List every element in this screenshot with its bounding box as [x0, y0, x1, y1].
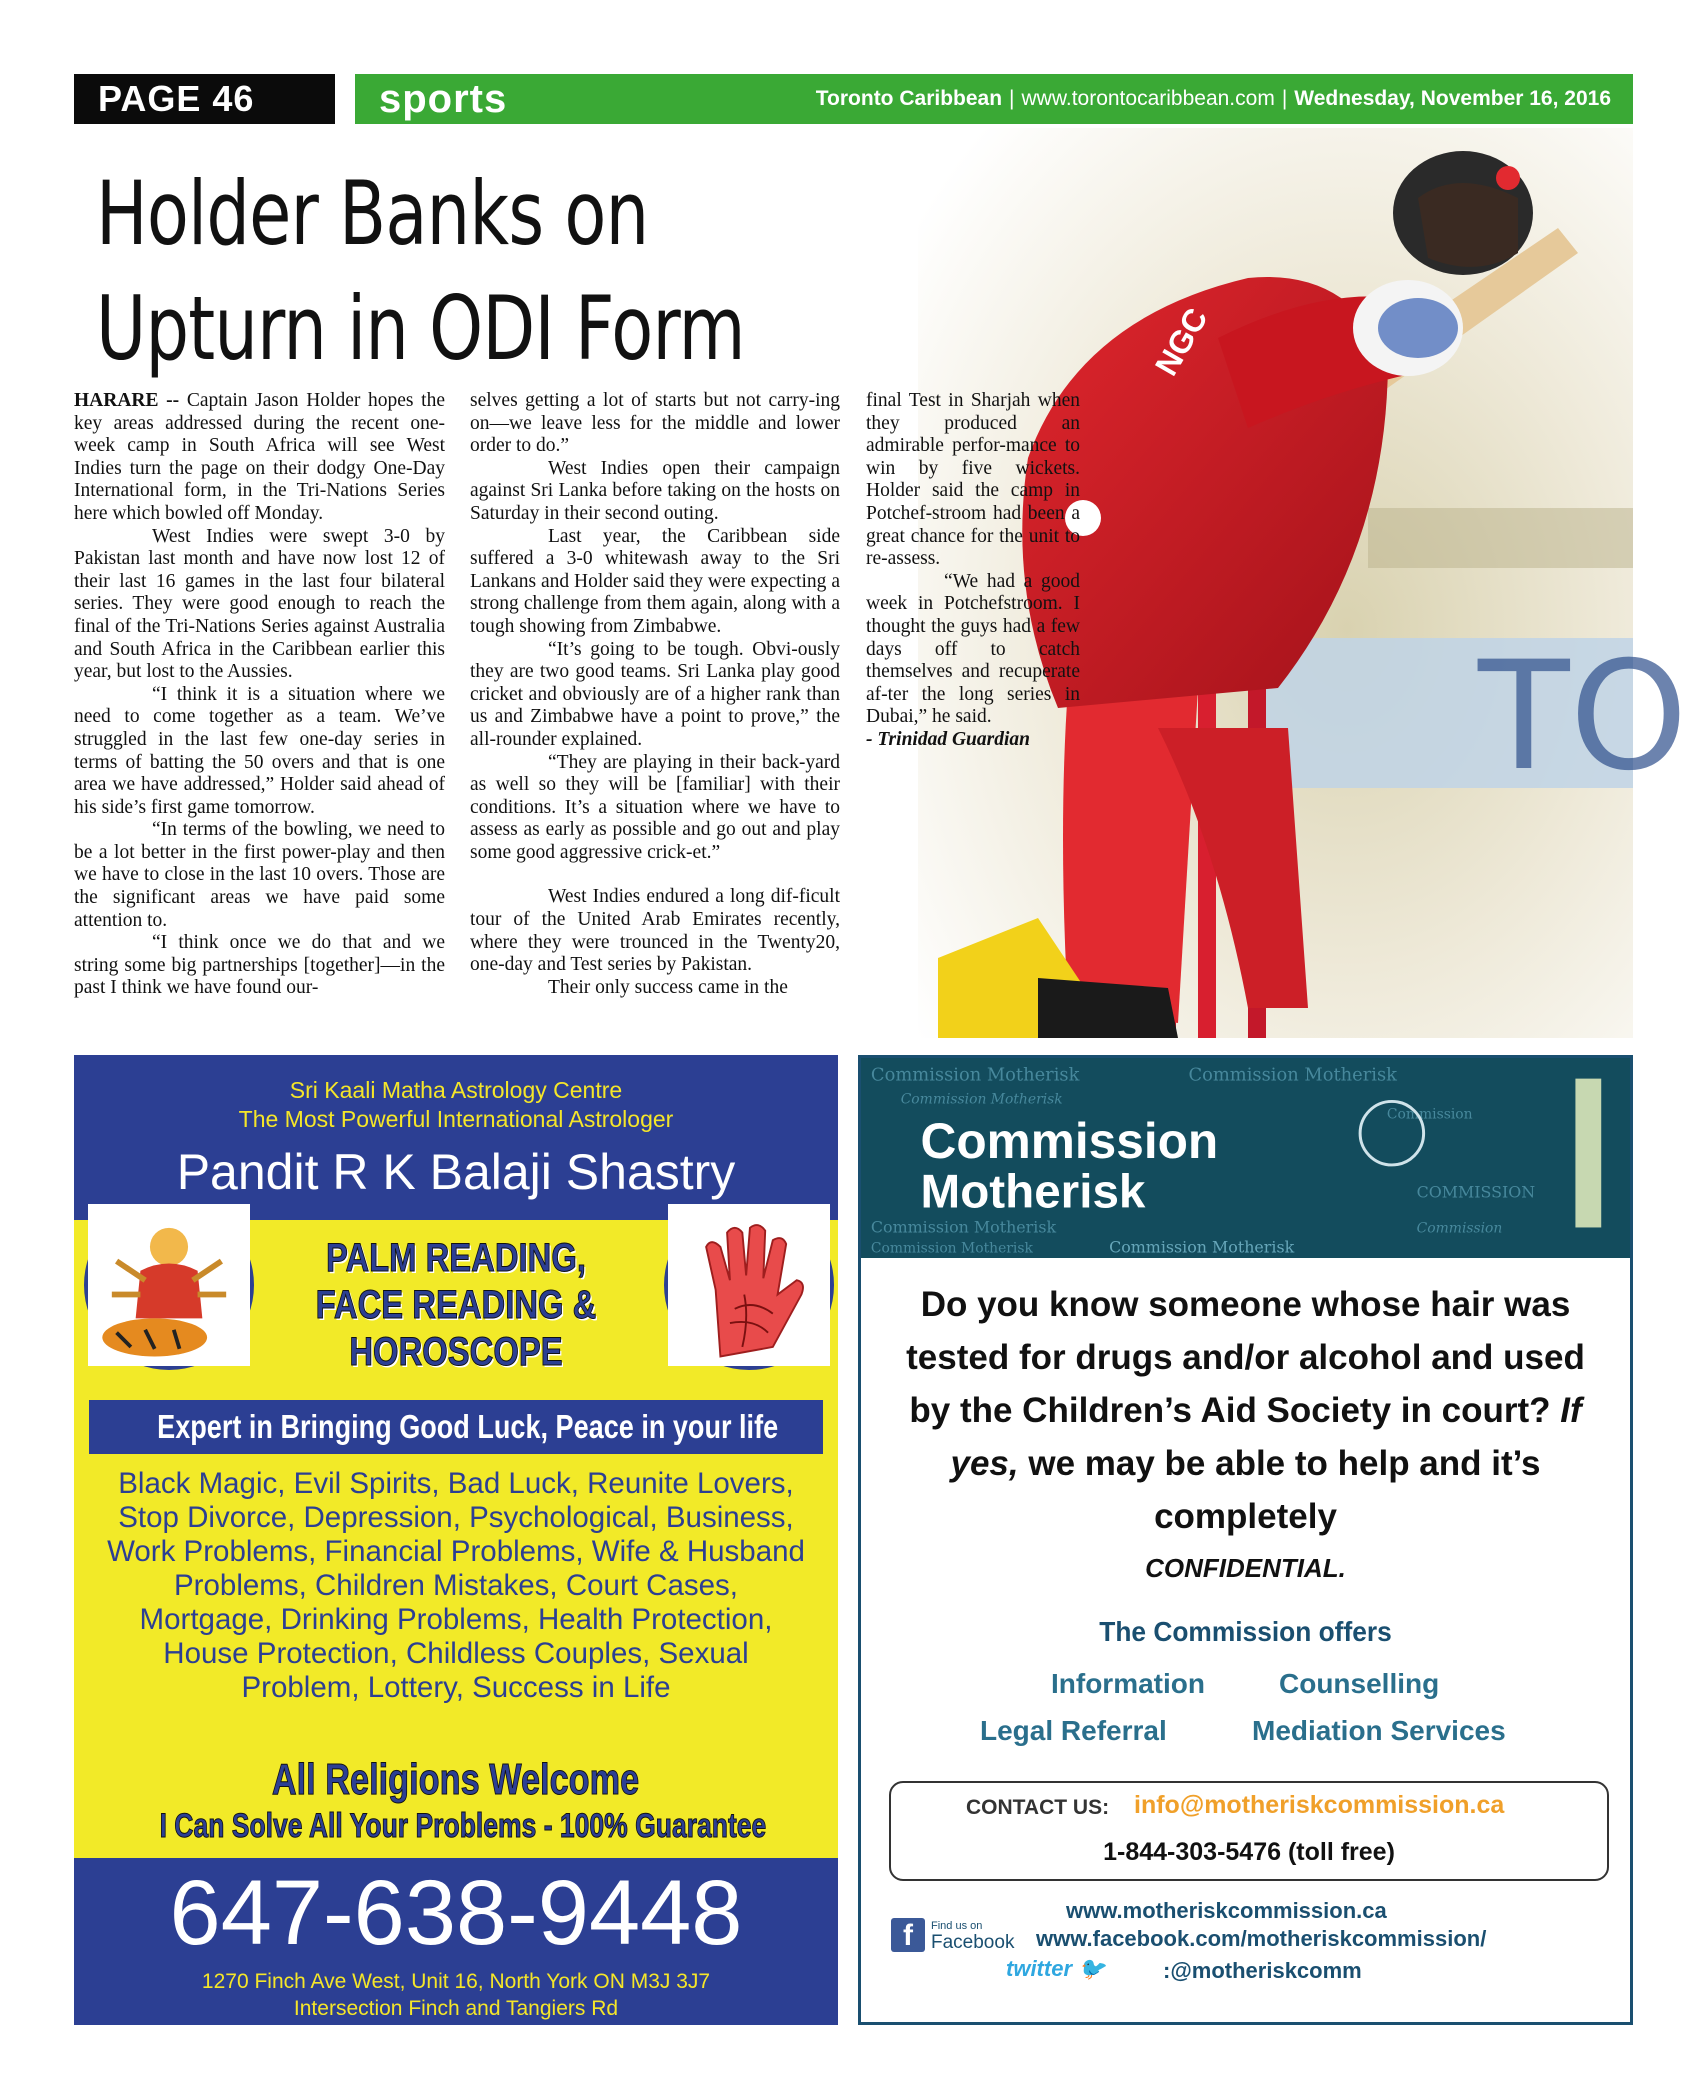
svg-text:Commission Motherisk: Commission Motherisk — [870, 1217, 1057, 1237]
service-information: Information — [1051, 1668, 1205, 1699]
section-bar — [355, 74, 1633, 124]
publication-website[interactable]: www.torontocaribbean.com — [1021, 87, 1275, 110]
palm-reading-image — [664, 1200, 834, 1370]
commission-word-cloud-banner — [861, 1058, 1630, 1258]
contact-box — [889, 1781, 1609, 1881]
page-number: PAGE 46 — [74, 74, 335, 124]
question-text-continued: we may be able to help and it’s completely — [1028, 1444, 1541, 1536]
headline-line: Holder Banks on — [96, 162, 649, 265]
svg-text:Commission: Commission — [1386, 1106, 1473, 1123]
astrology-centre-name: Sri Kaali Matha Astrology Centre — [289, 1077, 623, 1103]
article-paragraph: selves getting a lot of starts but not carry-ing on—we leave less for the middle and lower order to do.” — [470, 390, 840, 457]
question-emphasis: If yes, — [950, 1391, 1582, 1483]
logo-commission: Commission — [920, 1113, 1219, 1169]
masthead-separator: | — [1281, 87, 1288, 110]
twitter-handle-link[interactable]: :@motheriskcomm — [1163, 1958, 1362, 1983]
article-paragraph: “They are playing in their back-yard as well so they will be [familiar] with their conditions. It’s a situation where we have to assess as early as possible and go out and play some good aggressive crick-et.” — [470, 751, 840, 863]
masthead-separator: | — [1009, 87, 1015, 110]
article-paragraph: “It’s going to be tough. Obvi-ously they are two good teams. Sri Lanka play good cricket and obviously are of a higher rank than us and Zimbabwe have a point to prove,” the all-rounder explained. — [470, 638, 840, 750]
astrology-advertisement[interactable] — [74, 1055, 838, 2025]
confidential-label: CONFIDENTIAL. — [1145, 1553, 1346, 1583]
astrology-address: 1270 Finch Ave West, Unit 16, North York ON M3J 3J7 — [201, 1970, 711, 1993]
article-credit: - Trinidad Guardian — [866, 728, 1030, 750]
service-legal-referral: Legal Referral — [980, 1715, 1167, 1746]
issue-date: Wednesday, November 16, 2016 — [1294, 87, 1611, 110]
section-name: sports — [379, 77, 508, 121]
article-paragraph: “I think it is a situation where we need to come together as a team. We’ve struggled in the last few one-day series in terms of batting the 50 overs and that is one area we have addressed,” Holder said ahead of his side’s first game tomorrow. — [74, 683, 445, 818]
article-paragraph: Last year, the Caribbean side suffered a 3-0 whitewash away to the Sri Lankans and Holder said they were expecting a strong challenge from them again, along with a tough showing from Zimbabwe. — [470, 525, 840, 637]
commission-website-link[interactable]: www.motheriskcommission.ca — [1066, 1898, 1387, 1923]
commission-question — [891, 1278, 1600, 1543]
svg-text:TO: TO — [1478, 630, 1688, 804]
article-paragraph: “I think once we do that and we string some big partnerships [together]—in the past I think we have found our- — [74, 932, 445, 999]
svg-text:Commission Motherisk: Commission Motherisk — [1188, 1064, 1397, 1086]
svg-text:Commission Motherisk: Commission Motherisk — [1109, 1237, 1295, 1257]
article-paragraph: Their only success came in the — [548, 976, 788, 998]
goddess-icon — [88, 1204, 250, 1366]
contact-phone[interactable]: 1-844-303-5476 (toll free) — [1103, 1838, 1395, 1866]
article-paragraph: West Indies were swept 3-0 by Pakistan last month and have now lost 12 of their last 16 games in the last four bilateral series. They were good enough to reach the final of the Tri-Nations Series against Australia and South Africa in the Caribbean earlier this year, but lost to the Aussies. — [74, 525, 445, 683]
guarantee-text: I Can Solve All Your Problems - 100% Guarantee — [159, 1807, 767, 1845]
astrology-services — [290, 1235, 621, 1376]
goddess-tiger-image — [84, 1200, 254, 1370]
service-line: PALM READING, — [326, 1236, 586, 1280]
svg-text:Commission: Commission — [1416, 1220, 1503, 1237]
svg-text:NGC: NGC — [1147, 301, 1215, 382]
article-paragraph — [74, 390, 445, 526]
expert-band — [89, 1400, 823, 1454]
headline-line: Upturn in ODI Form — [96, 277, 745, 380]
twitter-icon: twitter 🐦 — [1006, 1956, 1106, 1981]
guarantee-line — [74, 1807, 838, 1846]
svg-text:Commission Motherisk: Commission Motherisk — [870, 1064, 1080, 1086]
service-line: HOROSCOPE — [349, 1330, 563, 1374]
service-counselling: Counselling — [1279, 1668, 1440, 1699]
astrologer-name: Pandit R K Balaji Shastry — [176, 1144, 736, 1200]
facebook-label: Facebook — [931, 1932, 1015, 1953]
twitter-wordmark: twitter — [1006, 1956, 1072, 1981]
expert-band-text: Expert in Bringing Good Luck, Peace in your life — [157, 1408, 779, 1445]
astrology-tagline: The Most Powerful International Astrologer — [238, 1106, 674, 1132]
article-paragraph: “We had a good week in Potchefstroom. I thought the guys had a few days off to catch themselves and recuperate af-ter the long series in Dubai,” he said. — [866, 570, 1080, 728]
palm-hand-icon — [668, 1204, 830, 1366]
offers-title: The Commission offers — [1099, 1616, 1392, 1647]
logo-motherisk: Motherisk — [920, 1165, 1146, 1219]
article-paragraph: West Indies endured a long dif-ficult tour of the United Arab Emirates recently, where they were trounced in the Twenty20, one-day and Test series by Pakistan. — [470, 886, 840, 976]
service-mediation: Mediation Services — [1252, 1715, 1506, 1746]
commission-logo — [861, 1058, 1630, 1258]
paragraph-text: Captain Jason Holder hopes the key areas addressed during the recent one-week camp in South Africa will see West Indies turn the page on their dodgy One-Day International form, in the Tri-Nations Series here which bowled off Monday. — [74, 390, 446, 524]
facebook-icon: f — [891, 1918, 925, 1952]
service-line: FACE READING & — [315, 1283, 597, 1327]
svg-text:Commission Motherisk: Commission Motherisk — [870, 1240, 1033, 1257]
religions-welcome — [74, 1755, 838, 1805]
commission-advertisement[interactable] — [858, 1055, 1633, 2025]
astrology-phone-number[interactable]: 647-638-9448 — [169, 1862, 743, 1964]
dateline: HARARE -- — [74, 390, 180, 411]
article-column-3 — [866, 390, 1080, 752]
question-text: Do you know someone whose hair was tested for drugs and/or alcohol and used by the Children’s Aid Society in court? — [906, 1285, 1585, 1430]
facebook-page-link[interactable]: www.facebook.com/motheriskcommission/ — [1036, 1926, 1487, 1951]
article-headline — [96, 156, 745, 386]
article-paragraph: final Test in Sharjah when they produced an admirable perfor-mance to win by five wickets. Holder said the camp in Potchef-stroom had been a great chance for the unit to re-assess. — [866, 390, 1080, 570]
publication-name: Toronto Caribbean — [815, 87, 1003, 110]
astrology-intersection: Intersection Finch and Tangiers Rd — [293, 1997, 619, 2020]
problem-list: Black Magic, Evil Spirits, Bad Luck, Reunite Lovers, Stop Divorce, Depression, Psychological, Business, Work Problems, Financial Problems, Wife & Husband Problems, Children Mistakes, Court Cases, Mortgage, Drinking Problems, Health Protection, House Protection, Childless Couples, Sexual Problem, Lottery, Success in Life — [107, 1467, 805, 1704]
article-paragraph: “In terms of the bowling, we need to be a lot better in the first power-play and then we have to close in the last 10 overs. Those are the significant areas we have paid some attention to. — [74, 819, 445, 931]
article-paragraph: West Indies open their campaign against Sri Lanka before taking on the hosts on Saturday in their second outing. — [470, 457, 840, 524]
article-column-2 — [470, 390, 840, 999]
contact-email-link[interactable]: info@motheriskcommission.ca — [1134, 1791, 1505, 1819]
svg-text:COMMISSION: COMMISSION — [1416, 1182, 1536, 1202]
facebook-find-us: Find us on — [931, 1920, 983, 1932]
masthead — [816, 74, 1611, 124]
religions-welcome-text: All Religions Welcome — [272, 1755, 640, 1804]
contact-label: CONTACT US: — [966, 1796, 1110, 1819]
svg-text:Commission Motherisk: Commission Motherisk — [900, 1091, 1063, 1108]
article-column-1 — [74, 390, 445, 1000]
